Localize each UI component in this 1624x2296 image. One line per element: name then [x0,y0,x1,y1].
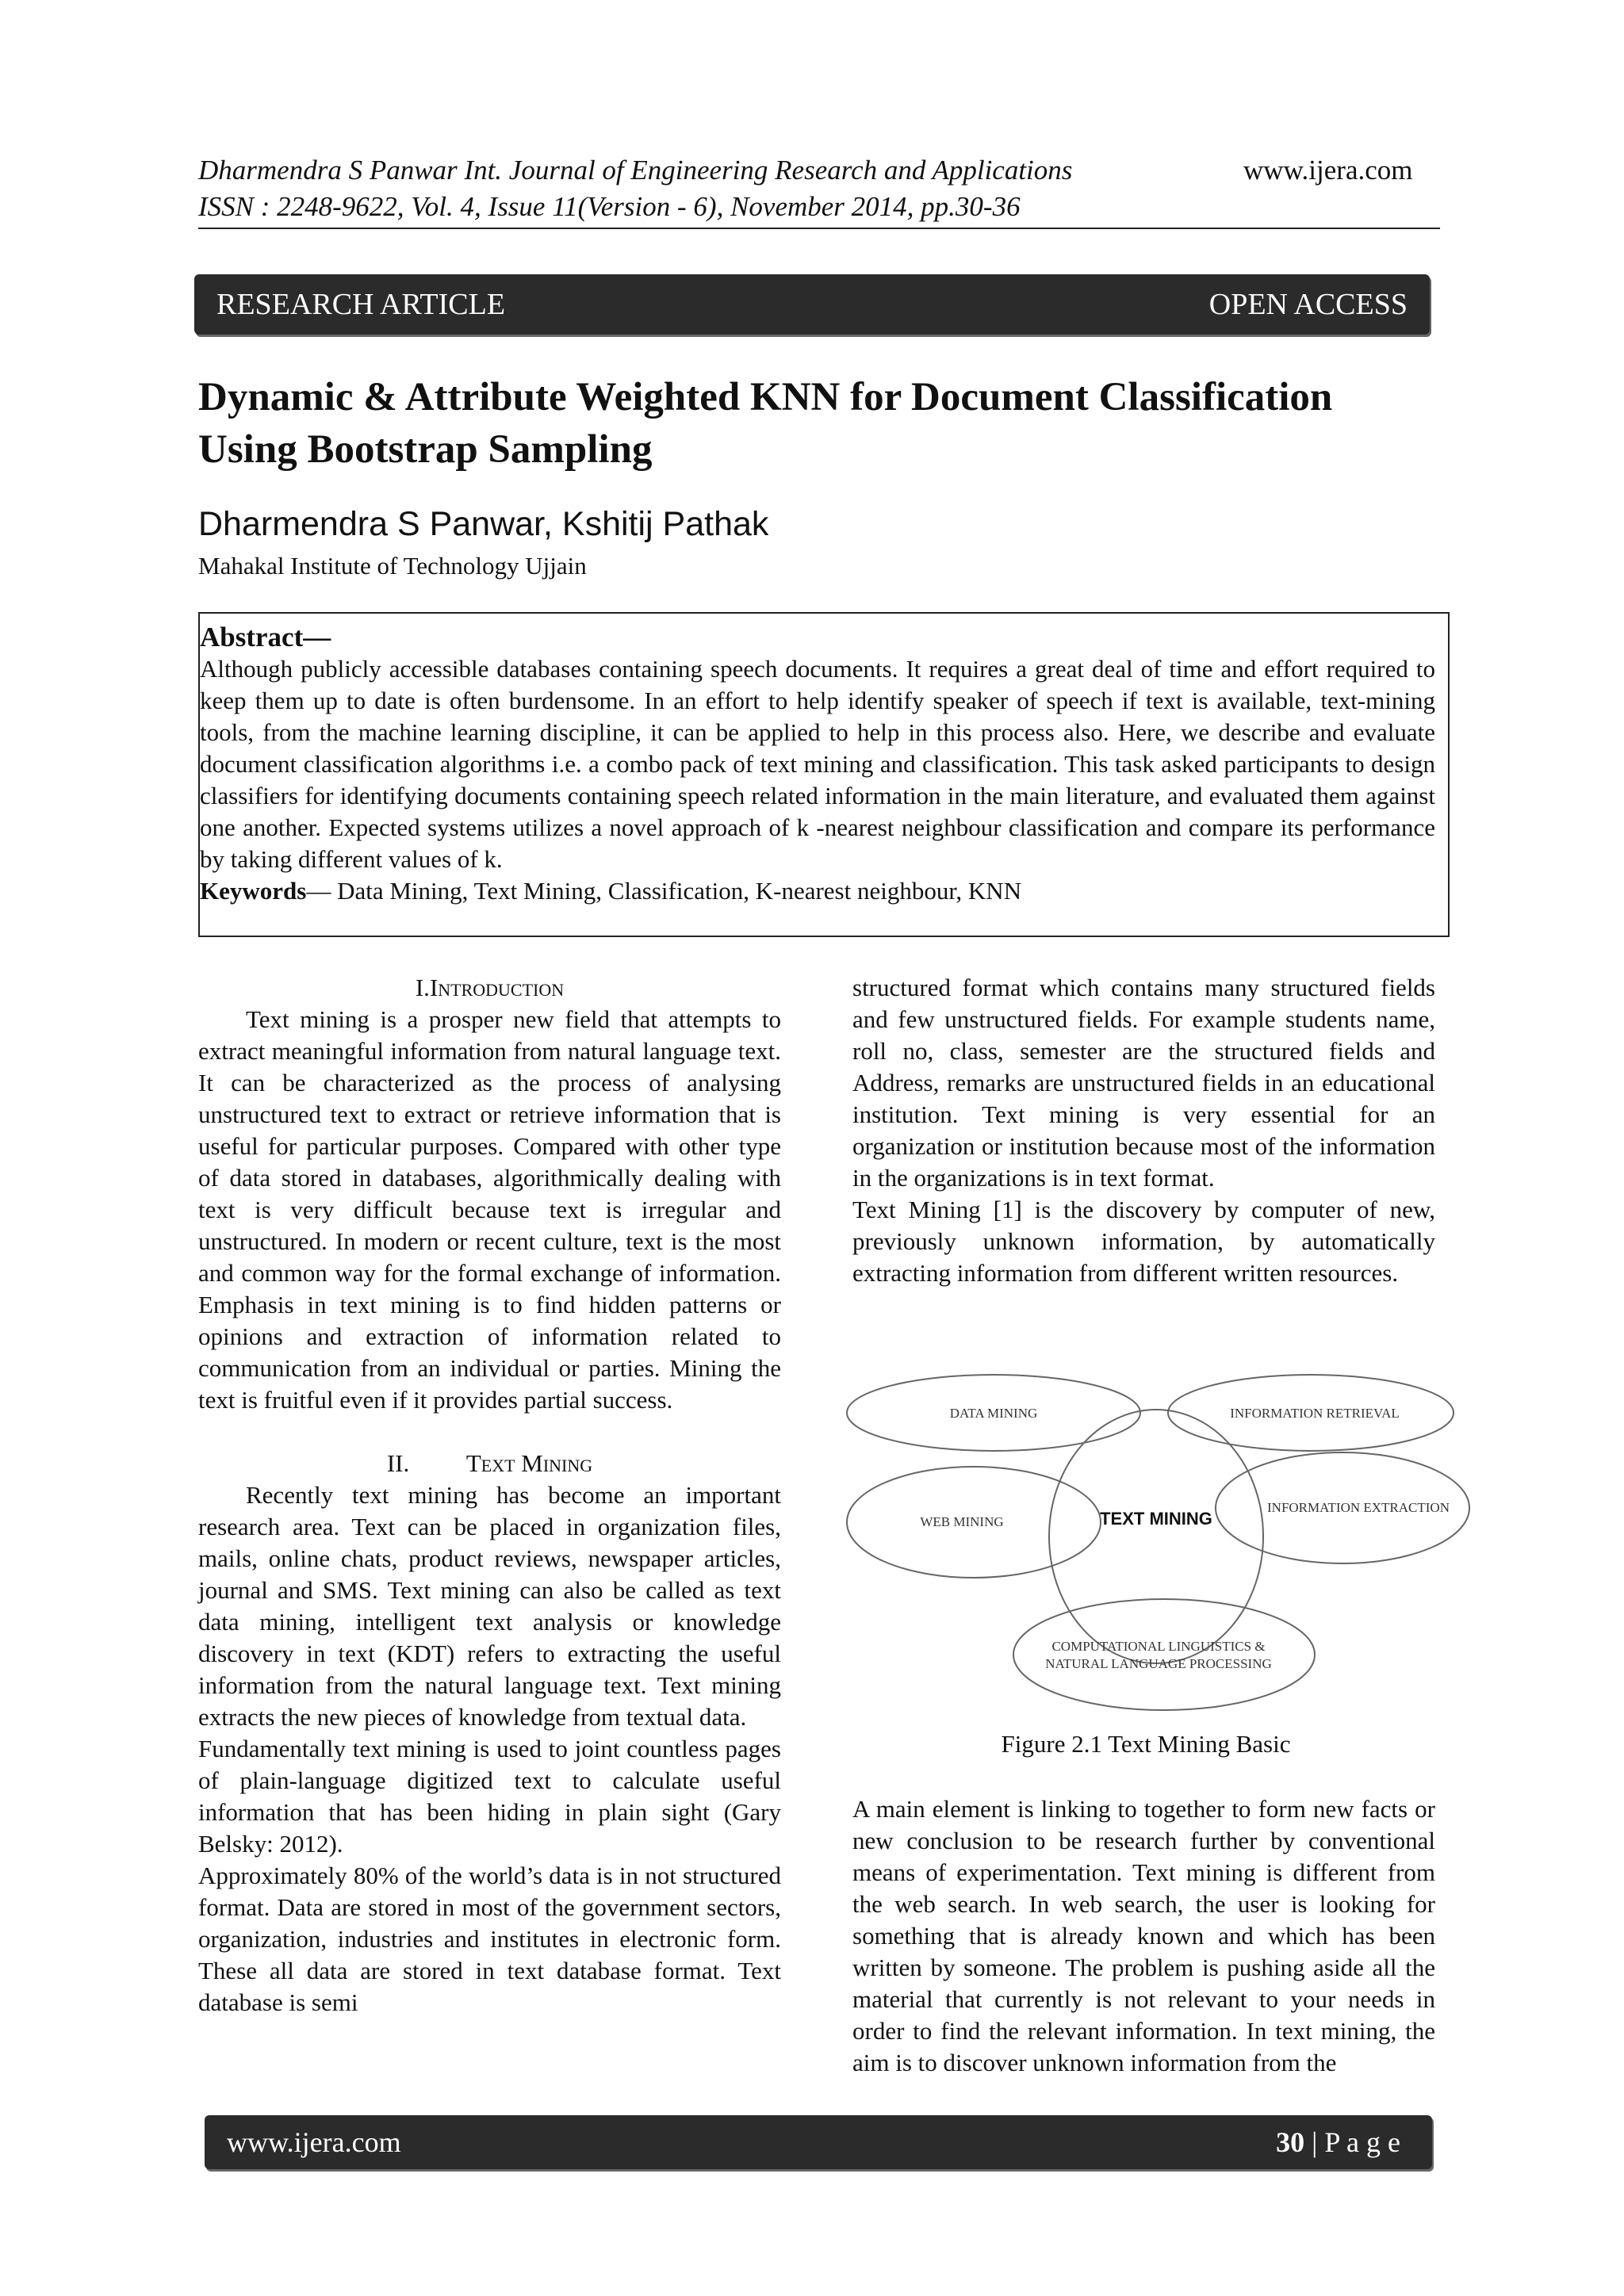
right-column-top [852,972,1435,1289]
figure-caption: Figure 2.1 Text Mining Basic [1001,1730,1291,1758]
section-2-heading [198,1448,781,1479]
section-2-paragraph-2: Fundamentally text mining is used to joint countless pages of plain-language digitized text to calculate useful information that has been hiding in plain sight (Gary Belsky: 2012). [198,1735,781,1858]
footer-website: www.ijera.com [227,2126,401,2158]
keywords-label: Keywords [200,877,307,905]
page-number: 30 [1276,2126,1305,2158]
section-2-number: II. [386,1449,410,1477]
page-label: | P a g e [1304,2126,1400,2158]
section-1-title: Introduction [429,974,565,1001]
authors: Dharmendra S Panwar, Kshitij Pathak [198,505,769,543]
research-article-label: RESEARCH ARTICLE [216,288,506,321]
text-mining-circle [1049,1410,1266,1663]
section-2-paragraph-3: Approximately 80% of the world’s data is in not structured format. Data are stored in most of the government sectors, organization, industries and institutes in electronic form. These all data are stored in text database format. Text database is semi [198,1862,781,2016]
computational-linguistics-ellipse [1013,1599,1315,1710]
text-mining-diagram [843,1372,1493,1720]
web-mining-label: WEB MINING [920,1514,1004,1529]
right-column-bottom [852,1793,1435,2079]
section-1-heading [198,972,781,1004]
keywords [200,875,1435,907]
information-retrieval-label: INFORMATION RETRIEVAL [1230,1406,1400,1421]
cl-label-line-1: COMPUTATIONAL LINGUISTICS & [1051,1639,1266,1654]
right-paragraph-2: Text Mining [1] is the discovery by computer of new, previously unknown information, by automatically extracting information from different written resources. [852,1196,1435,1287]
article-type-banner [194,274,1430,335]
keywords-text: — Data Mining, Text Mining, Classification, K-nearest neighbour, KNN [306,877,1022,905]
information-extraction-label: INFORMATION EXTRACTION [1267,1500,1450,1515]
page-footer [205,2115,1432,2169]
abstract-box [198,612,1450,937]
abstract-heading: Abstract— [200,622,331,652]
right-paragraph-3: A main element is linking to together to form new facts or new conclusion to be research further by conventional means of experimentation. Text mining is different from the web search. In web search, the user is looking for something that is already known and which has been written by someone. The problem is pushing aside all the material that currently is not relevant to your needs in order to find the relevant information. In text mining, the aim is to discover unknown information from the [852,1795,1435,2076]
paper-title [198,371,1451,476]
title-line-1: Dynamic & Attribute Weighted KNN for Document Classification [198,375,1333,419]
abstract-text: Although publicly accessible databases containing speech documents. It requires a great deal of time and effort required to keep them up to date is often burdensome. In an effort to help identify speaker of speech if text is available, text-mining tools, from the machine learning discipline, it can be applied to help in this process also. Here, we describe and evaluate document classification algorithms i.e. a combo pack of text mining and classification. This task asked participants to design classifiers for identifying documents containing speech related information in the main literature, and evaluated them against one another. Expected systems utilizes a novel approach of k -nearest neighbour classification and compare its performance by taking different values of k. [200,655,1435,873]
cl-label-line-2: NATURAL LANGUAGE PROCESSING [1045,1656,1272,1671]
text-mining-center-label: TEXT MINING [1100,1509,1212,1529]
open-access-label: OPEN ACCESS [1208,288,1408,321]
left-column [198,972,781,2019]
header-rule [198,228,1440,229]
right-paragraph-1: structured format which contains many structured fields and few unstructured fields. For example students name, roll no, class, semester are the structured fields and Address, remarks are unstructured fields in an educational institution. Text mining is very essential for an organization or institution because most of the information in the organizations is in text format. [852,974,1435,1192]
journal-line: Dharmendra S Panwar Int. Journal of Engineering Research and Applications [198,155,1073,186]
section-1-paragraph: Text mining is a prosper new field that attempts to extract meaningful information from natural language text. It can be characterized as the process of analysing unstructured text to extract or retrieve information that is useful for particular purposes. Compared with other type of data stored in databases, algorithmically dealing with text is very difficult because text is irregular and unstructured. In modern or recent culture, text is the most and common way for the formal exchange of information. Emphasis in text mining is to find hidden patterns or opinions and extraction of information related to communication from an individual or parties. Mining the text is fruitful even if it provides partial success. [198,1005,781,1414]
section-2-paragraph-1: Recently text mining has become an important research area. Text can be placed in organization files, mails, online chats, product reviews, newspaper articles, journal and SMS. Text mining can also be called as text data mining, intelligent text analysis or knowledge discovery in text (KDT) refers to extracting the useful information from the natural language text. Text mining extracts the new pieces of knowledge from textual data. [198,1481,781,1731]
header-website: www.ijera.com [1243,155,1413,186]
affiliation: Mahakal Institute of Technology Ujjain [198,552,587,580]
data-mining-label: DATA MINING [949,1406,1038,1421]
section-1-number: I. [415,974,430,1001]
issn-line: ISSN : 2248-9622, Vol. 4, Issue 11(Version - 6), November 2014, pp.30-36 [198,191,1021,222]
title-line-2: Using Bootstrap Sampling [198,427,653,472]
running-header [198,152,1072,225]
page-indicator [1276,2115,1400,2169]
section-2-title: Text Mining [465,1449,593,1477]
